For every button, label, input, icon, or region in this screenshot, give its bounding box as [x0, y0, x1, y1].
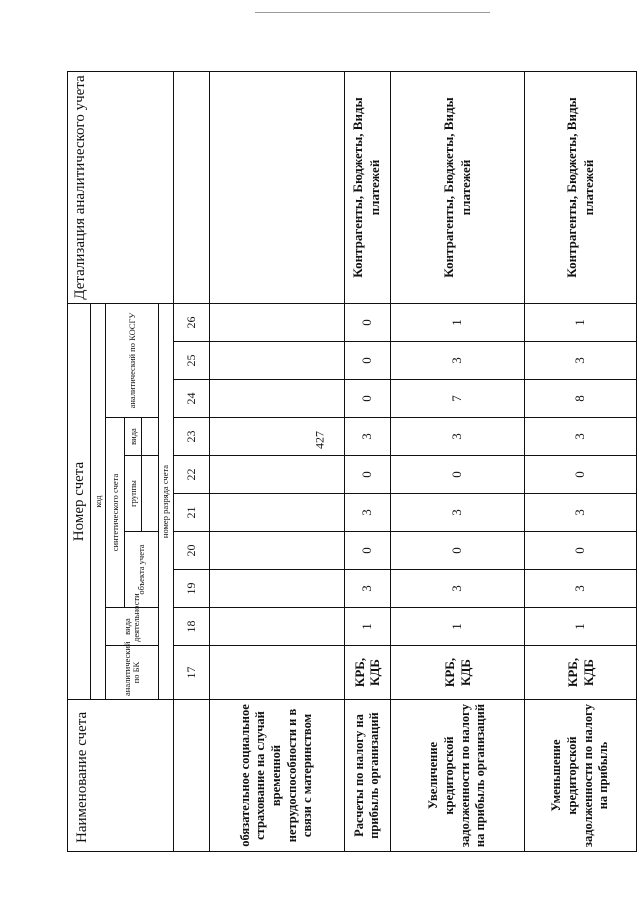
cell-19 — [209, 570, 344, 608]
cell-22: 0 — [525, 456, 637, 494]
table-row — [344, 72, 390, 852]
digit-label: 22 — [174, 456, 210, 494]
cell-18 — [209, 608, 344, 646]
header-analytic-kosgu: аналитический по КОСГУ — [106, 304, 159, 418]
cell-22: 0 — [344, 456, 390, 494]
digit-label: 18 — [174, 608, 210, 646]
header-digit-number: номер разряда счета — [159, 304, 174, 700]
cell-24: 7 — [390, 380, 525, 418]
cell-26: 1 — [390, 304, 525, 342]
cell-24 — [209, 380, 344, 418]
cell-21: 3 — [525, 494, 637, 532]
cell-17: КРБ, КДБ — [344, 646, 390, 700]
cell-20: 0 — [390, 532, 525, 570]
cell-21: 3 — [390, 494, 525, 532]
header-group: группы — [125, 456, 142, 532]
digit-blank — [174, 700, 210, 852]
row-detail: Контрагенты, Бюджеты, Виды платежей — [344, 72, 390, 304]
cell-25: 0 — [344, 342, 390, 380]
page-number: 427 — [312, 431, 327, 449]
cell-24: 0 — [344, 380, 390, 418]
table-row — [209, 72, 344, 852]
rotated-page — [67, 72, 637, 852]
header-type: вида — [125, 418, 142, 456]
row-detail: Контрагенты, Бюджеты, Виды платежей — [390, 72, 525, 304]
scan-edge-line — [255, 12, 490, 13]
row-name: Расчеты по налогу на прибыль организаций — [344, 700, 390, 852]
cell-23: 3 — [344, 418, 390, 456]
digit-label: 21 — [174, 494, 210, 532]
cell-20: 0 — [344, 532, 390, 570]
cell-18: 1 — [525, 608, 637, 646]
row-detail — [209, 72, 344, 304]
cell-25: 3 — [525, 342, 637, 380]
digit-label: 25 — [174, 342, 210, 380]
row-name: Увеличение кредиторской задолженности по налогу на прибыль организаций — [390, 700, 525, 852]
cell-23 — [209, 418, 344, 456]
table-row — [525, 72, 637, 852]
header-account-object: объекта учета — [125, 532, 159, 608]
cell-25: 3 — [390, 342, 525, 380]
cell-19: 3 — [344, 570, 390, 608]
header-account-name: Наименование счета — [68, 700, 174, 852]
cell-17 — [209, 646, 344, 700]
header-activity-type: вида деятельности — [106, 608, 159, 646]
cell-25 — [209, 342, 344, 380]
row-name: Уменьшение кредиторской задолженности по налогу на прибыль — [525, 700, 637, 852]
digit-label: 19 — [174, 570, 210, 608]
cell-26 — [209, 304, 344, 342]
cell-20: 0 — [525, 532, 637, 570]
cell-17: КРБ, КДБ — [390, 646, 525, 700]
row-name: обязательное социальное страхование на случай временной нетрудоспособности и в связи с материнством — [209, 700, 344, 852]
cell-19: 3 — [390, 570, 525, 608]
digit-label: 24 — [174, 380, 210, 418]
cell-23: 3 — [390, 418, 525, 456]
cell-22 — [209, 456, 344, 494]
header-code: код — [91, 304, 106, 700]
header-account-number: Номер счета — [68, 304, 91, 700]
cell-22: 0 — [390, 456, 525, 494]
digit-label: 20 — [174, 532, 210, 570]
cell-18: 1 — [344, 608, 390, 646]
row-detail: Контрагенты, Бюджеты, Виды платежей — [525, 72, 637, 304]
cell-17: КРБ, КДБ — [525, 646, 637, 700]
cell-26: 0 — [344, 304, 390, 342]
cell-20 — [209, 532, 344, 570]
digit-label: 26 — [174, 304, 210, 342]
cell-23: 3 — [525, 418, 637, 456]
cell-21: 3 — [344, 494, 390, 532]
table-row — [390, 72, 525, 852]
digit-label: 17 — [174, 646, 210, 700]
header-group-blank — [142, 456, 159, 532]
header-analytic-bk: аналитический по БК — [106, 646, 159, 700]
cell-21 — [209, 494, 344, 532]
cell-18: 1 — [390, 608, 525, 646]
accounts-table — [67, 71, 637, 852]
header-synthetic: синтетического счета — [106, 418, 125, 608]
cell-24: 8 — [525, 380, 637, 418]
cell-19: 3 — [525, 570, 637, 608]
digit-label: 23 — [174, 418, 210, 456]
digit-blank — [174, 72, 210, 304]
header-type-blank — [142, 418, 159, 456]
header-analytic-detail: Детализация аналитического учета — [68, 72, 174, 304]
cell-26: 1 — [525, 304, 637, 342]
